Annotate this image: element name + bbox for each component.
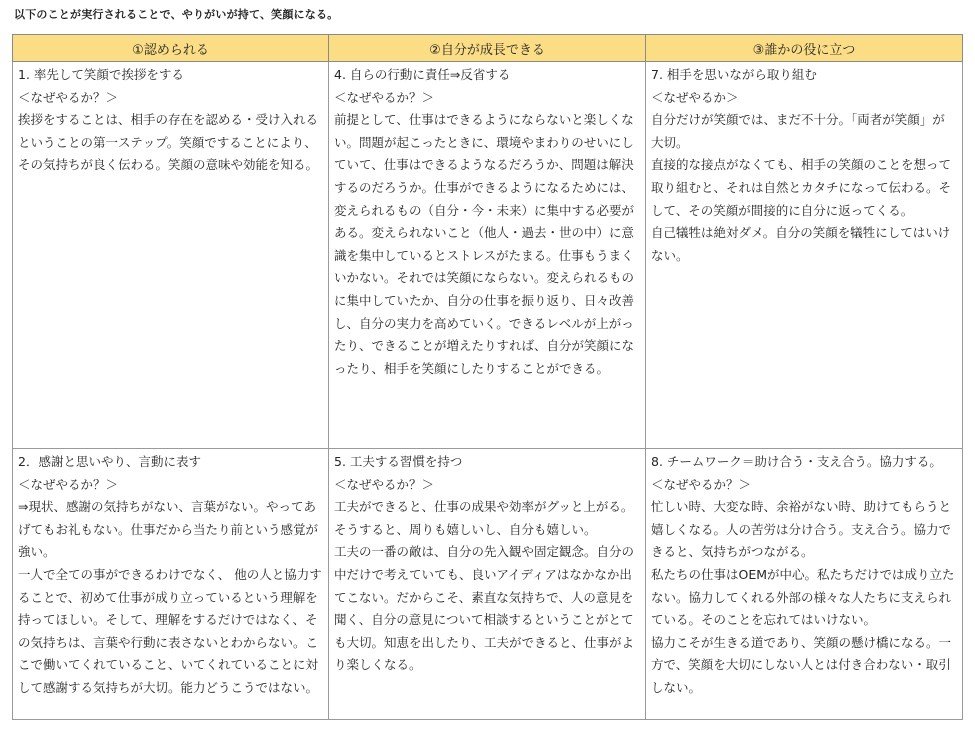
why-label: ＜なぜやるか？＞ [18, 89, 119, 105]
item-body: 一人で全ての事ができるわけでなく、 他の人と協力することで、初めて仕事が成り立っているという理解を持ってほしい。そして、理解をするだけではなく、その気持ちは、言葉や行動に表さないとわからない。ここで働いてくれていること、いてくれていることに対して感謝する気持ちが大切。能力どうこうではない。 [18, 566, 322, 695]
item-body: 忙しい時、大変な時、余裕がない時、助けてもらうと嬉しくなる。人の苦労は分け合う。支え合う。協力できると、気持ちがつながる。 [651, 499, 952, 560]
item-body: 挨拶をすることは、相手の存在を認める・受け入れるということの第一ステップ。笑顔ですることにより、その気持ちが良く伝わる。笑顔の意味や効能を知る。 [18, 112, 319, 173]
why-label: ＜なぜやるか＞ [651, 89, 739, 105]
item-title: 1. 率先して笑顔で挨拶をする [18, 67, 184, 82]
page-heading: 以下のことが実行されることで、やりがいが持て、笑顔になる。 [14, 8, 339, 21]
item-8-cell [646, 449, 963, 720]
item-body: 工夫ができると、仕事の成果や効率がグッと上がる。そうすると、周りも嬉しいし、自分も嬉しい。 [334, 499, 634, 537]
item-4-cell [329, 62, 646, 449]
item-2-cell [13, 449, 329, 720]
item-body: 直接的な接点がなくても、相手の笑顔のことを想って取り組むと、それは自然とカタチになって伝わる。そして、その笑顔が間接的に自分に返ってくる。 [651, 157, 952, 218]
item-title: 7. 相手を思いながら取り組む [651, 67, 817, 82]
why-label: ＜なぜやるか？＞ [18, 476, 119, 492]
why-label: ＜なぜやるか？＞ [651, 476, 752, 492]
item-title: 4. 自らの行動に責任⇒反省する [334, 67, 511, 82]
item-title: 2．感謝と思いやり、言動に表す [18, 454, 201, 469]
smile-action-table [12, 34, 963, 720]
item-7-cell [646, 62, 963, 449]
item-body: 協力こそが生きる道であり、笑顔の懸け橋になる。一方で、笑顔を大切にしない人とは付き合わない・取引しない。 [651, 634, 952, 695]
why-label: ＜なぜやるか？＞ [334, 476, 435, 492]
header-row [13, 35, 963, 62]
column-header-helpful: ③誰かの役に立つ [646, 35, 963, 62]
table-row [13, 62, 963, 449]
item-body: 工夫の一番の敵は、自分の先入観や固定観念。自分の中だけで考えていても、良いアイディアはなかなか出てこない。だからこそ、素直な気持ちで、人の意見を聞く、自分の意見について相談するということがとても大切。知恵を出したり、工夫ができると、仕事がより楽しくなる。 [334, 544, 635, 673]
item-body: 私たちの仕事はOEMが中心。私たちだけでは成り立たない。協力してくれる外部の様々な人たちに支えられている。そのことを忘れてはいけない。 [651, 566, 955, 628]
table-row [13, 449, 963, 720]
item-body: 自己犠牲は絶対ダメ。自分の笑顔を犠牲にしてはいけない。 [651, 225, 951, 263]
item-body: 前提として、仕事はできるようにならないと楽しくない。問題が起こったときに、環境やまわりのせいにしていて、仕事はできるようなるだろうか、問題は解決するのだろうか。仕事ができるようになるためには、変えられるもの（自分・今・未来）に集中する必要がある。変えられないこと（他人・過去・世の中）に意識を集中しているとストレスがたまる。仕事もうまくいかない。それでは笑顔にならない。変えられるものに集中していたか、自分の仕事を振り返り、日々改善し、自分の実力を高めていく。できるレベルが上がったり、できることが増えたりすれば、自分が笑顔になったり、相手を笑顔にしたりすることができる。 [334, 112, 635, 376]
item-body: ⇒現状、感謝の気持ちがない、言葉がない。やってあげてもお礼もない。仕事だから当たり前という感覚が強い。 [18, 499, 319, 560]
item-title: 8. チームワーク＝助け合う・支え合う。協力する。 [651, 454, 942, 469]
item-title: 5. 工夫する習慣を持つ [334, 454, 463, 469]
column-header-recognized: ①認められる [13, 35, 329, 62]
item-1-cell [13, 62, 329, 449]
column-header-growth: ②自分が成長できる [329, 35, 646, 62]
why-label: ＜なぜやるか？＞ [334, 89, 435, 105]
item-5-cell [329, 449, 646, 720]
item-body: 自分だけが笑顔では、まだ不十分。「両者が笑顔」が大切。 [651, 112, 945, 150]
